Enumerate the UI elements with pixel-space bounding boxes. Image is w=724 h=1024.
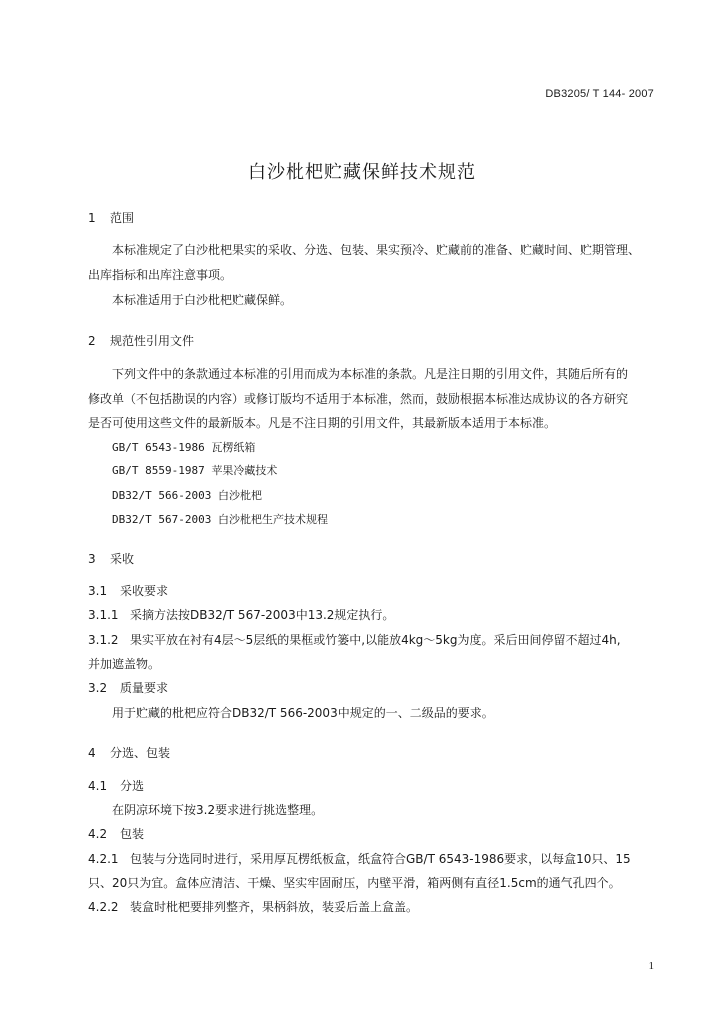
paragraph-line: 出库指标和出库注意事项。 bbox=[88, 268, 233, 282]
clause-number: 4.2.1 bbox=[88, 852, 119, 866]
page-number: 1 bbox=[648, 960, 654, 972]
section-heading-3 bbox=[88, 551, 658, 567]
reference-item: DB32/T 566-2003 白沙枇杷 bbox=[112, 489, 262, 502]
subsection-number: 4.1 bbox=[88, 779, 108, 793]
subsection-title: 采收要求 bbox=[120, 584, 169, 598]
reference-item: GB/T 8559-1987 苹果冷藏技术 bbox=[112, 464, 278, 477]
section-title: 分选、包装 bbox=[110, 746, 171, 760]
clause bbox=[88, 899, 658, 915]
section-heading-2 bbox=[88, 333, 658, 349]
section-number: 4 bbox=[88, 746, 96, 760]
subsection-title: 分选 bbox=[120, 779, 145, 793]
section-heading-4 bbox=[88, 745, 658, 761]
standard-code: DB3205/ T 144- 2007 bbox=[545, 88, 654, 100]
paragraph-line: 本标准适用于白沙枇杷贮藏保鲜。 bbox=[112, 293, 293, 307]
clause-number: 3.1.2 bbox=[88, 633, 119, 647]
section-title: 范围 bbox=[110, 211, 135, 225]
subsection-title: 质量要求 bbox=[120, 681, 169, 695]
section-title: 规范性引用文件 bbox=[110, 334, 195, 348]
paragraph-line: 修改单（不包括勘误的内容）或修订版均不适用于本标准，然而，鼓励根据本标准达成协议的各方研究 bbox=[88, 392, 629, 406]
section-title: 采收 bbox=[110, 552, 135, 566]
subsection-number: 3.1 bbox=[88, 584, 108, 598]
subsection-number: 3.2 bbox=[88, 681, 108, 695]
clause-text: 果实平放在衬有4层～5层纸的果框或竹篓中,以能放4kg～5kg为度。采后田间停留不超过4h, bbox=[130, 633, 621, 647]
subsection-title: 包装 bbox=[120, 827, 145, 841]
clause-number: 4.2.2 bbox=[88, 900, 119, 914]
page-title: 白沙枇杷贮藏保鲜技术规范 bbox=[248, 162, 476, 183]
subsection-number: 4.2 bbox=[88, 827, 108, 841]
paragraph-line: 下列文件中的条款通过本标准的引用而成为本标准的条款。凡是注日期的引用文件，其随后所有的 bbox=[112, 367, 629, 381]
section-number: 2 bbox=[88, 334, 96, 348]
paragraph-line: 本标准规定了白沙枇杷果实的采收、分选、包装、果实预冷、贮藏前的准备、贮藏时间、贮期管理、 bbox=[112, 243, 641, 257]
clause-text: 装盒时枇杷要排列整齐，果柄斜放，装妥后盖上盒盖。 bbox=[130, 900, 419, 914]
clause-text: 包装与分选同时进行，采用厚瓦楞纸板盒，纸盒符合GB/T 6543-1986要求，以每盒10只、15 bbox=[130, 852, 631, 866]
paragraph-line: 在阴凉环境下按3.2要求进行挑选整理。 bbox=[112, 803, 324, 817]
paragraph-line: 并加遮盖物。 bbox=[88, 657, 161, 671]
subsection-heading bbox=[88, 583, 658, 599]
section-number: 1 bbox=[88, 211, 96, 225]
subsection-heading bbox=[88, 778, 658, 794]
clause bbox=[88, 851, 658, 867]
subsection-heading bbox=[88, 826, 658, 842]
clause-number: 3.1.1 bbox=[88, 608, 119, 622]
section-number: 3 bbox=[88, 552, 96, 566]
paragraph-line: 只、20只为宜。盒体应清洁、干燥、坚实牢固耐压，内壁平滑，箱两侧有直径1.5cm的通气孔四个。 bbox=[88, 876, 621, 890]
clause bbox=[88, 607, 658, 623]
reference-item: DB32/T 567-2003 白沙枇杷生产技术规程 bbox=[112, 513, 328, 526]
clause-text: 采摘方法按DB32/T 567-2003中13.2规定执行。 bbox=[130, 608, 395, 622]
paragraph-line: 是否可使用这些文件的最新版本。凡是不注日期的引用文件，其最新版本适用于本标准。 bbox=[88, 416, 557, 430]
reference-item: GB/T 6543-1986 瓦楞纸箱 bbox=[112, 441, 256, 454]
subsection-heading bbox=[88, 680, 658, 696]
section-heading-1 bbox=[88, 210, 658, 226]
paragraph-line: 用于贮藏的枇杷应符合DB32/T 566-2003中规定的一、二级品的要求。 bbox=[112, 706, 494, 720]
clause bbox=[88, 632, 658, 648]
